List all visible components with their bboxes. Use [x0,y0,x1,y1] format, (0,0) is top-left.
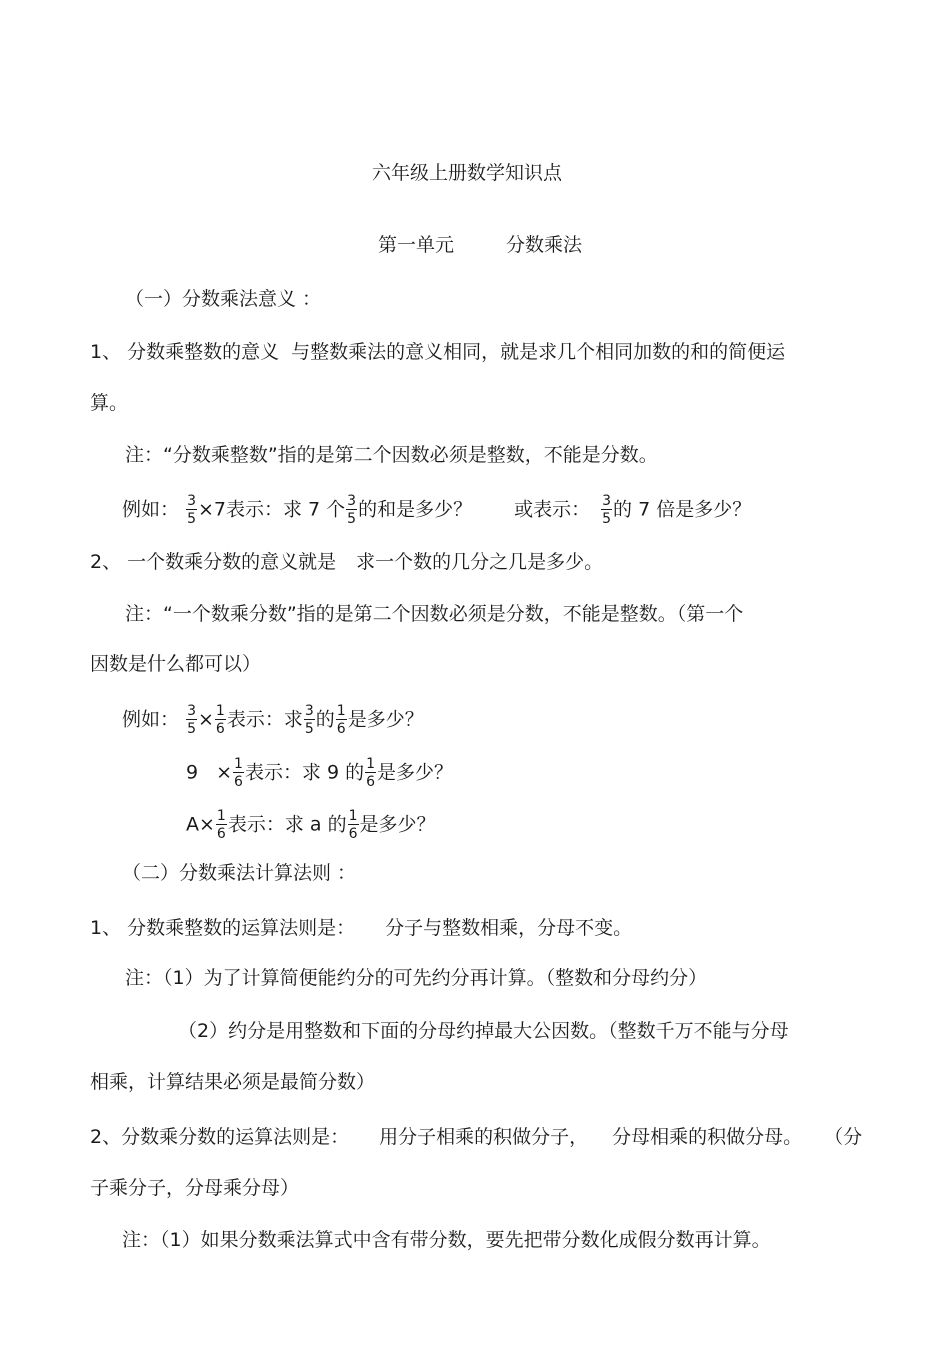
times-sign: × [216,761,233,784]
item2-text-b: 求一个数的几分之几是多少。 [356,551,604,573]
item2-example-3 [186,809,436,841]
item1-example [122,494,751,526]
rule1-text-a: 1、 分数乘整数的运算法则是： [90,917,356,939]
section1-heading: （一）分数乘法意义 ： [125,288,322,310]
example-text: 的 [315,708,335,731]
example-number: 9 [186,761,199,784]
item2-text-a: 2、 一个数乘分数的意义就是 [90,551,337,573]
item2-example-1 [122,704,424,736]
fraction-one-sixth: $\frac{1}{6}$ [336,703,346,737]
item2-example-2 [186,757,453,789]
example-label: 例如： [122,498,180,521]
example-text: 表示：求 [226,708,303,731]
unit-name: 分数乘法 [506,234,583,256]
item2-note: 注：“一个数乘分数”指的是第二个因数必须是分数，不能是整数。（第一个 [125,603,744,625]
fraction-three-fifths: $\frac{3}{5}$ [187,493,196,527]
item1-note: 注：“分数乘整数”指的是第二个因数必须是整数，不能是分数。 [125,444,658,466]
rule1-note-2: （2）约分是用整数和下面的分母约掉最大公因数。（整数千万不能与分母 [178,1020,789,1042]
rule1-text-b: 分子与整数相乘，分母不变。 [385,917,633,939]
item1-text-a: 1、 分数乘整数的意义 [90,341,280,363]
example-text-2: 的和是多少？ [358,498,473,521]
fraction-three-fifths: $\frac{3}{5}$ [304,703,314,737]
rule1-note-1: 注：（1）为了计算简便能约分的可先约分再计算。（整数和分母约分） [125,967,708,989]
fraction-one-sixth: $\frac{1}{6}$ [348,808,358,842]
rule2-text-c: 分母相乘的积做分母。 [612,1126,803,1148]
example-label: 例如： [122,708,180,731]
item1-text-b: 与整数乘法的意义相同，就是求几个相同加数的和的简便运 [291,341,786,363]
unit-number: 第一单元 [378,234,455,256]
fraction-one-sixth: $\frac{1}{6}$ [216,808,226,842]
fraction-one-sixth: $\frac{1}{6}$ [234,756,243,790]
times-sign: × [197,708,214,731]
fraction-three-fifths: $\frac{3}{5}$ [602,493,612,527]
rule2-text-cont: 子乘分子，分母乘分母） [90,1177,300,1199]
section2-heading: （二）分数乘法计算法则 ： [122,862,357,884]
example-variable: A× [186,813,215,836]
example-text: 是多少？ [347,708,424,731]
rule2-text [90,1126,862,1148]
rule1-text [90,917,632,939]
example-text-1: ×7表示：求 7 个 [197,498,346,521]
example-text: 是多少？ [359,813,436,836]
example-text: 表示：求 a 的 [227,813,347,836]
fraction-three-fifths: $\frac{3}{5}$ [187,703,196,737]
fraction-three-fifths: $\frac{3}{5}$ [347,493,357,527]
page-title: 六年级上册数学知识点 [372,162,563,184]
item2-text [90,551,603,573]
item1-text-cont: 算。 [90,392,129,414]
fraction-one-sixth: $\frac{1}{6}$ [366,756,376,790]
example-text: 表示：求 9 的 [244,761,365,784]
rule2-text-b: 用分子相乘的积做分子， [379,1126,589,1148]
rule2-note-1: 注：（1）如果分数乘法算式中含有带分数，要先把带分数化成假分数再计算。 [122,1229,771,1251]
rule2-text-a: 2、分数乘分数的运算法则是： [90,1126,350,1148]
rule1-note-2-cont: 相乘，计算结果必须是最简分数） [90,1071,376,1093]
example-text-4: 的 7 倍是多少？ [613,498,752,521]
example-text-3: 或表示： [514,498,591,521]
example-text: 是多少？ [377,761,454,784]
rule2-text-d: （分 [824,1126,863,1148]
item2-note-cont: 因数是什么都可以） [90,653,262,675]
unit-heading [378,234,582,256]
item1-text [90,341,785,363]
fraction-one-sixth: $\frac{1}{6}$ [215,703,225,737]
